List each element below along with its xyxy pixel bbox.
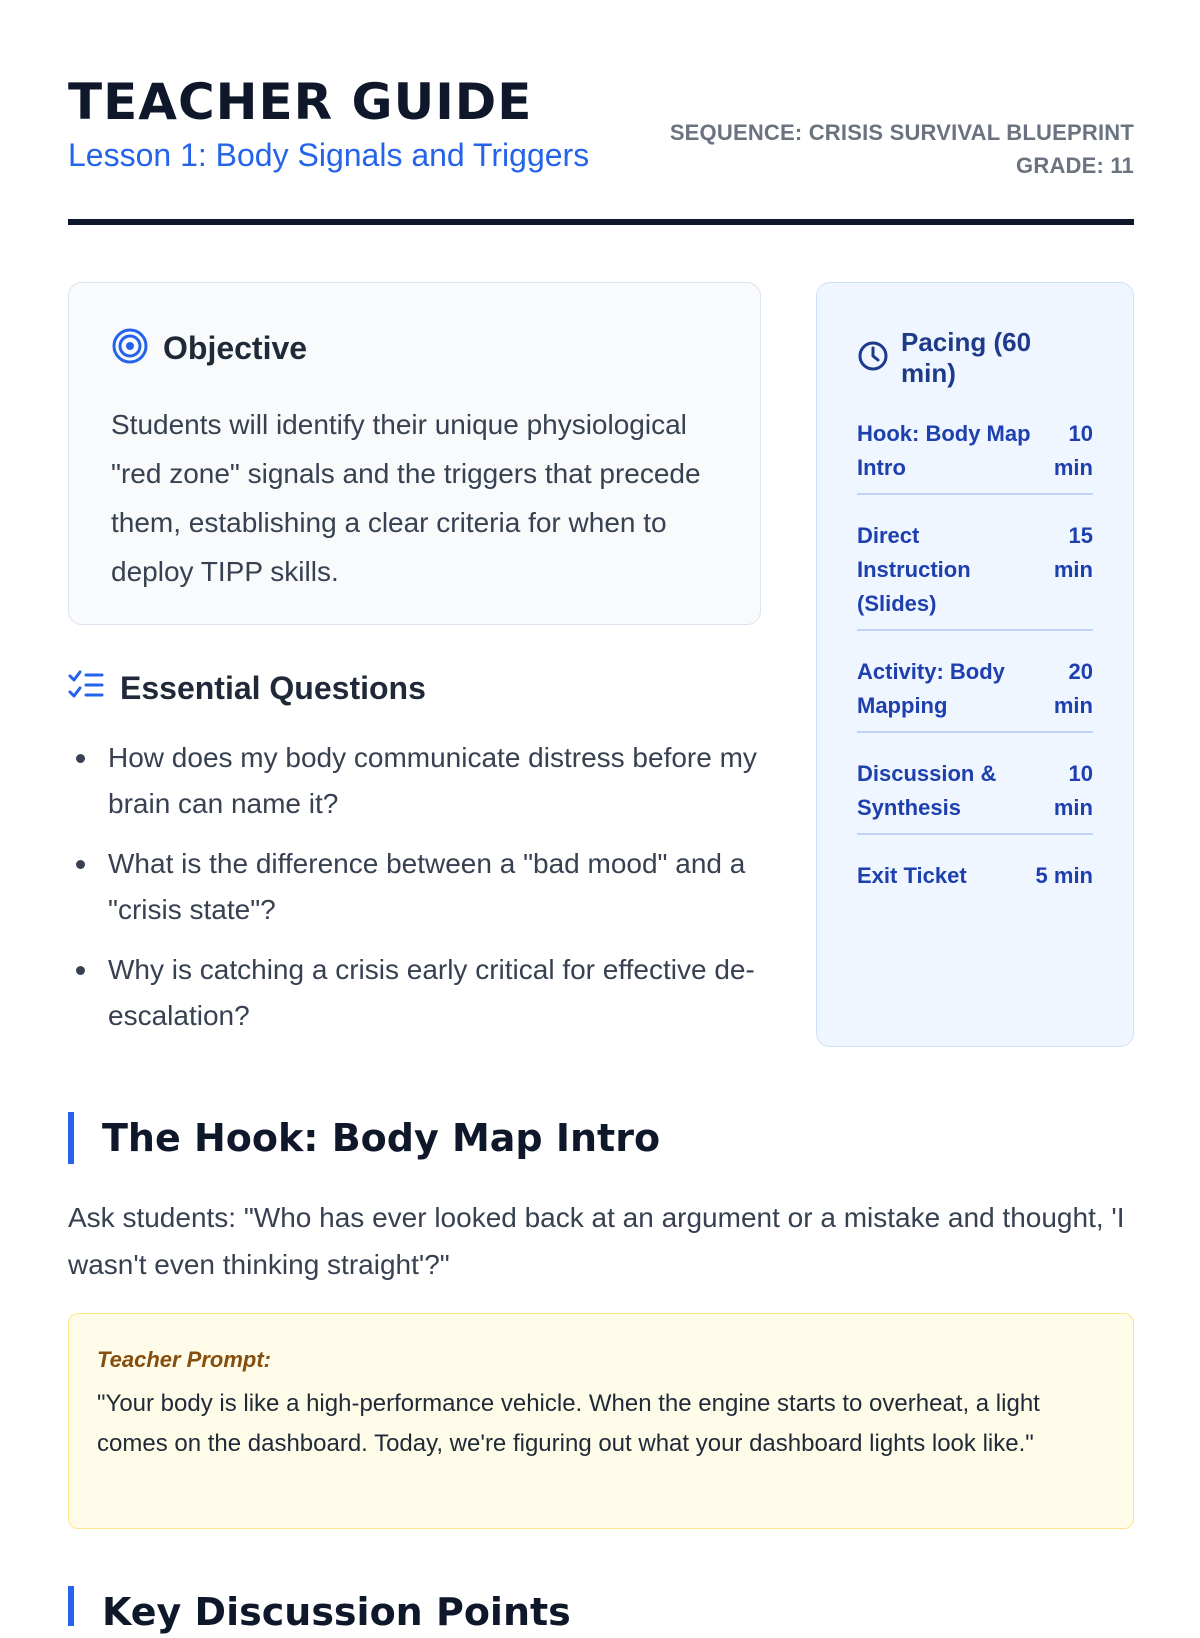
pacing-time: 20 min <box>1053 659 1093 718</box>
clock-icon <box>857 340 889 377</box>
pacing-activity: Exit Ticket <box>857 863 967 888</box>
teacher-prompt-text: "Your body is like a high-performance vehicle. When the engine starts to overheat, a light comes on the dashboard. Today, we're figuring out what your dashboard lights look like." <box>97 1390 1040 1457</box>
pacing-heading: Pacing (60 min) <box>901 327 1032 388</box>
pacing-activity: Discussion & Synthesis <box>857 761 997 820</box>
target-icon <box>111 327 149 370</box>
pacing-card <box>816 282 1134 1047</box>
objective-text: Students will identify their unique physiological "red zone" signals and the triggers that precede them, establishing a clear criteria for when to deploy TIPP skills. <box>111 409 701 587</box>
list-item: How does my body communicate distress before my brain can name it? <box>68 735 768 827</box>
pacing-row <box>857 411 1093 495</box>
document-header <box>68 72 1134 228</box>
document-title: TEACHER GUIDE <box>68 73 533 131</box>
pacing-activity: Direct Instruction (Slides) <box>857 523 971 616</box>
lesson-meta <box>670 116 1134 182</box>
essential-questions-section <box>68 670 768 1053</box>
pacing-row <box>857 649 1093 733</box>
hook-section-header <box>68 1112 660 1164</box>
list-item: What is the difference between a "bad mood" and a "crisis state"? <box>68 841 768 933</box>
sequence-label: SEQUENCE: CRISIS SURVIVAL BLUEPRINT <box>669 120 1134 145</box>
next-section-header <box>68 1586 571 1634</box>
grade-label: GRADE: 11 <box>1016 153 1134 178</box>
teacher-prompt-box <box>68 1313 1134 1529</box>
pacing-row <box>857 853 1093 901</box>
hook-heading: The Hook: Body Map Intro <box>102 1116 661 1160</box>
pacing-header <box>857 327 1093 389</box>
teacher-prompt-label: Teacher Prompt: <box>97 1347 272 1372</box>
pacing-time: 5 min <box>1035 863 1093 888</box>
pacing-row <box>857 513 1093 631</box>
list-item: Why is catching a crisis early critical for effective de-escalation? <box>68 947 768 1039</box>
pacing-time: 15 min <box>1053 523 1093 582</box>
essential-questions-list <box>68 735 768 1039</box>
objective-header <box>111 327 720 370</box>
pacing-activity: Activity: Body Mapping <box>857 659 1005 718</box>
pacing-activity: Hook: Body Map Intro <box>857 421 1031 480</box>
pacing-list <box>857 411 1093 901</box>
pacing-time: 10 min <box>1053 421 1093 480</box>
checklist-icon <box>68 670 104 707</box>
pacing-time: 10 min <box>1053 761 1093 820</box>
pacing-row <box>857 751 1093 835</box>
essential-questions-header <box>68 670 768 707</box>
objective-card <box>68 282 761 625</box>
essential-questions-heading: Essential Questions <box>120 670 426 706</box>
lesson-title: Lesson 1: Body Signals and Triggers <box>68 137 590 173</box>
objective-heading: Objective <box>163 330 308 366</box>
next-section-heading: Key Discussion Points <box>102 1590 571 1634</box>
header-divider <box>68 219 1134 225</box>
hook-text: Ask students: "Who has ever looked back at an argument or a mistake and thought, 'I wasn't even thinking straight'?" <box>68 1202 1125 1280</box>
